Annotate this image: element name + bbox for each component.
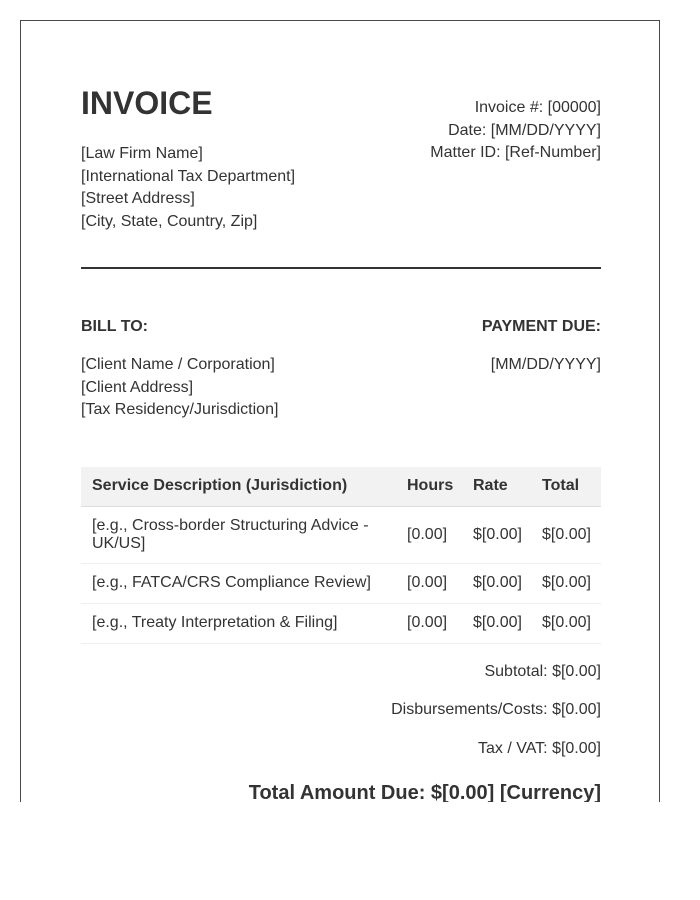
header-rate: Rate (462, 467, 531, 506)
bill-to-label: BILL TO: (81, 318, 148, 335)
subtotal: Subtotal: $[0.00] (484, 663, 601, 680)
row-hours: [0.00] (396, 563, 462, 603)
row-description: [e.g., Cross-border Structuring Advice - UK/US] (81, 506, 396, 563)
row-total: $[0.00] (531, 603, 601, 643)
row-hours: [0.00] (396, 603, 462, 643)
header-total: Total (531, 467, 601, 506)
total-amount-due: Total Amount Due: $[0.00] [Currency] (248, 782, 601, 802)
firm-city: [City, State, Country, Zip] (81, 212, 258, 230)
invoice-date: Date: [MM/DD/YYYY] (448, 121, 601, 139)
client-name: [Client Name / Corporation] (81, 356, 275, 373)
firm-street: [Street Address] (81, 190, 195, 207)
client-address: [Client Address] (81, 378, 194, 396)
row-rate: $[0.00] (462, 603, 531, 643)
invoice-meta (430, 97, 601, 165)
row-total: $[0.00] (531, 506, 601, 563)
firm-info (81, 143, 295, 233)
row-description: [e.g., Treaty Interpretation & Filing] (81, 603, 396, 643)
client-jurisdiction: [Tax Residency/Jurisdiction] (81, 401, 279, 418)
firm-name: [Law Firm Name] (81, 145, 203, 162)
row-total: $[0.00] (531, 563, 601, 603)
firm-department: [International Tax Department] (81, 167, 296, 185)
services-table (81, 467, 601, 644)
header-description: Service Description (Jurisdiction) (81, 467, 396, 506)
table-row (81, 506, 601, 563)
bill-to-details (81, 354, 278, 422)
row-hours: [0.00] (396, 506, 462, 563)
invoice-title: INVOICE (81, 85, 213, 121)
row-rate: $[0.00] (462, 506, 531, 563)
table-row (81, 563, 601, 603)
payment-due-date: [MM/DD/YYYY] (490, 356, 601, 373)
row-rate: $[0.00] (462, 563, 531, 603)
payment-due-label: PAYMENT DUE: (481, 318, 601, 335)
matter-id: Matter ID: [Ref-Number] (430, 144, 601, 161)
header-hours: Hours (396, 467, 462, 506)
invoice-content (81, 21, 601, 802)
row-description: [e.g., FATCA/CRS Compliance Review] (81, 563, 396, 603)
table-row (81, 603, 601, 643)
invoice-sheet (20, 20, 660, 802)
disbursements: Disbursements/Costs: $[0.00] (391, 701, 601, 718)
header-divider (81, 267, 601, 269)
table-header-row (81, 467, 601, 506)
tax-vat: Tax / VAT: $[0.00] (477, 740, 601, 757)
invoice-number: Invoice #: [00000] (474, 99, 601, 116)
